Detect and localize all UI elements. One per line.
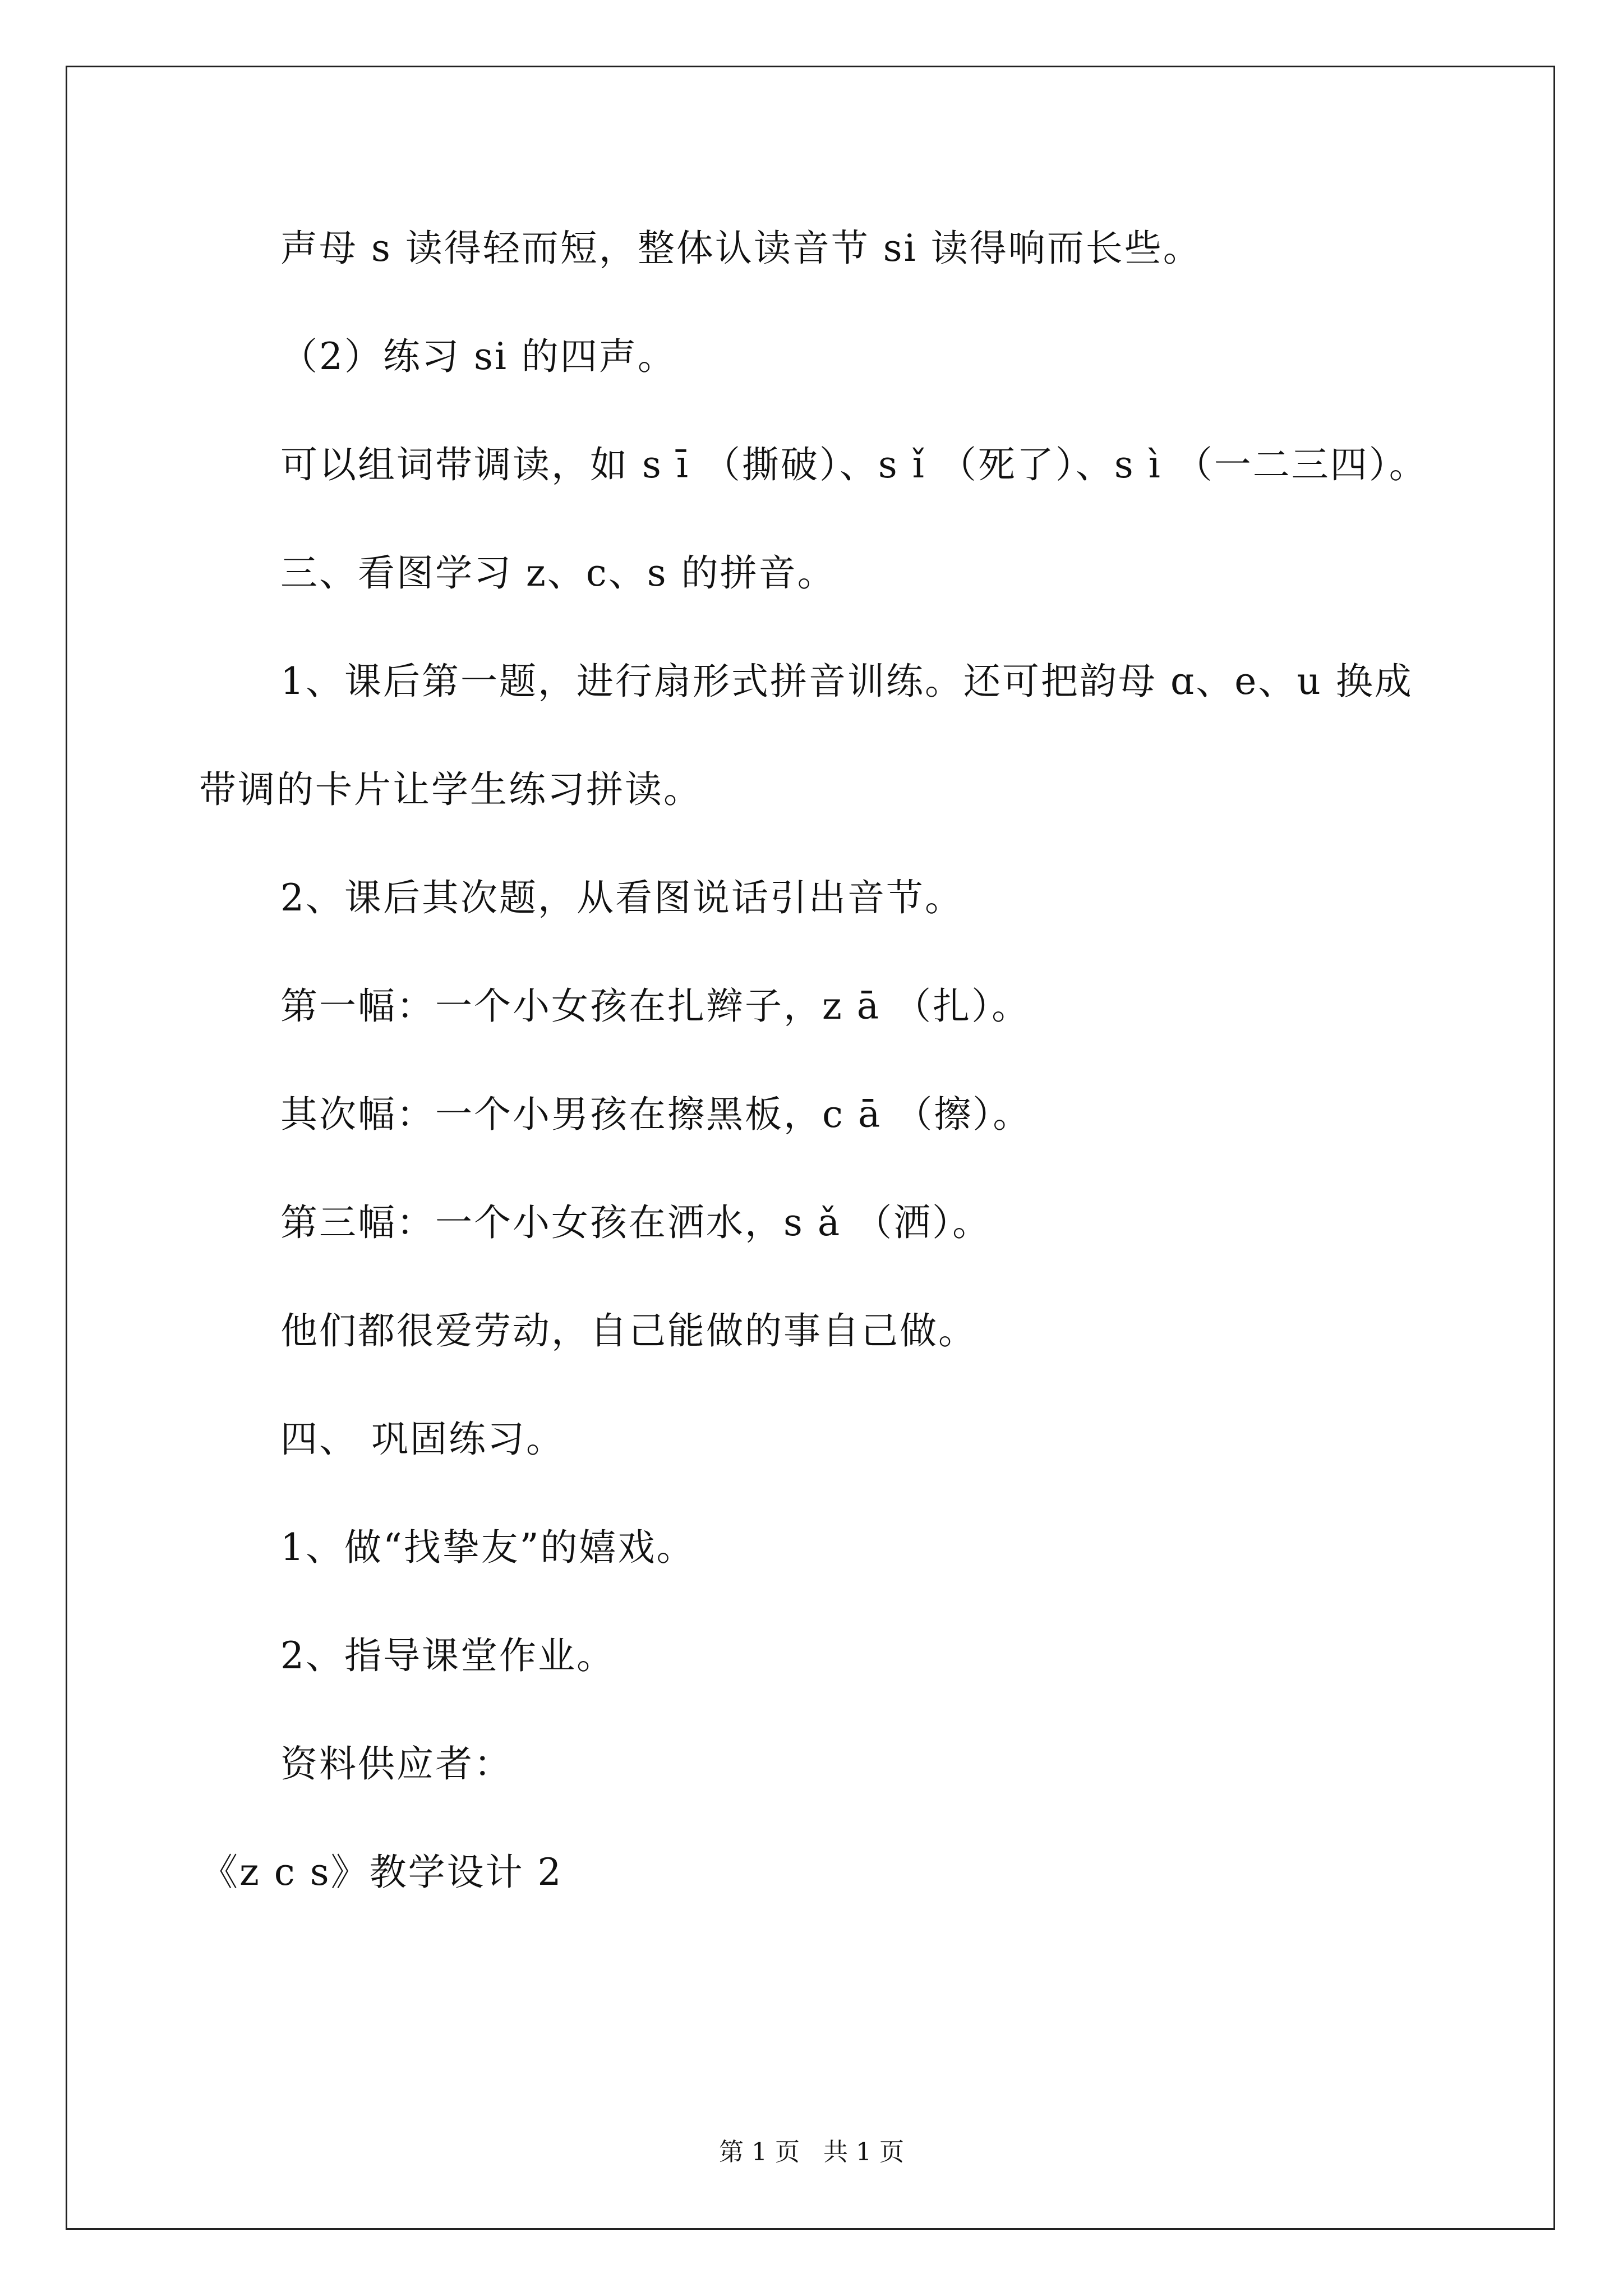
paragraph-14: 资料供应者： <box>280 1742 513 1786</box>
page-border <box>66 66 1555 2230</box>
paragraph-11: 四、 巩固练习。 <box>280 1418 565 1461</box>
page-footer: 第 1 页 共 1 页 <box>719 2138 904 2166</box>
paragraph-12: 1、做“找挚友”的嬉戏。 <box>280 1526 695 1569</box>
paragraph-9: 第三幅：一个小女孩在洒水，s ǎ （洒）。 <box>280 1201 992 1244</box>
paragraph-5: 1、课后第一题，进行扇形式拼音训练。还可把韵母 ɑ、e、u 换成 <box>280 660 1413 703</box>
paragraph-3: 可以组词带调读，如 s ī （撕破）、s ǐ （死了）、s ì （一二三四）。 <box>280 443 1428 486</box>
paragraph-6: 2、课后其次题，从看图说话引出音节。 <box>280 876 963 919</box>
paragraph-7: 第一幅：一个小女孩在扎辫子，z ā （扎）。 <box>280 984 1031 1028</box>
paragraph-5-continuation: 带调的卡片让学生练习拼读。 <box>199 768 702 811</box>
paragraph-4: 三、看图学习 z、c、s 的拼音。 <box>280 551 836 595</box>
paragraph-10: 他们都很爱劳动，自己能做的事自己做。 <box>280 1309 977 1352</box>
paragraph-13: 2、指导课堂作业。 <box>280 1634 615 1677</box>
section-heading: 《z c s》教学设计 2 <box>201 1851 563 1894</box>
paragraph-1: 声母 s 读得轻而短，整体认读音节 si 读得响而长些。 <box>280 227 1202 270</box>
paragraph-8: 其次幅：一个小男孩在擦黑板，c ā （擦）。 <box>280 1093 1032 1136</box>
paragraph-2: （2）练习 si 的四声。 <box>280 335 676 378</box>
